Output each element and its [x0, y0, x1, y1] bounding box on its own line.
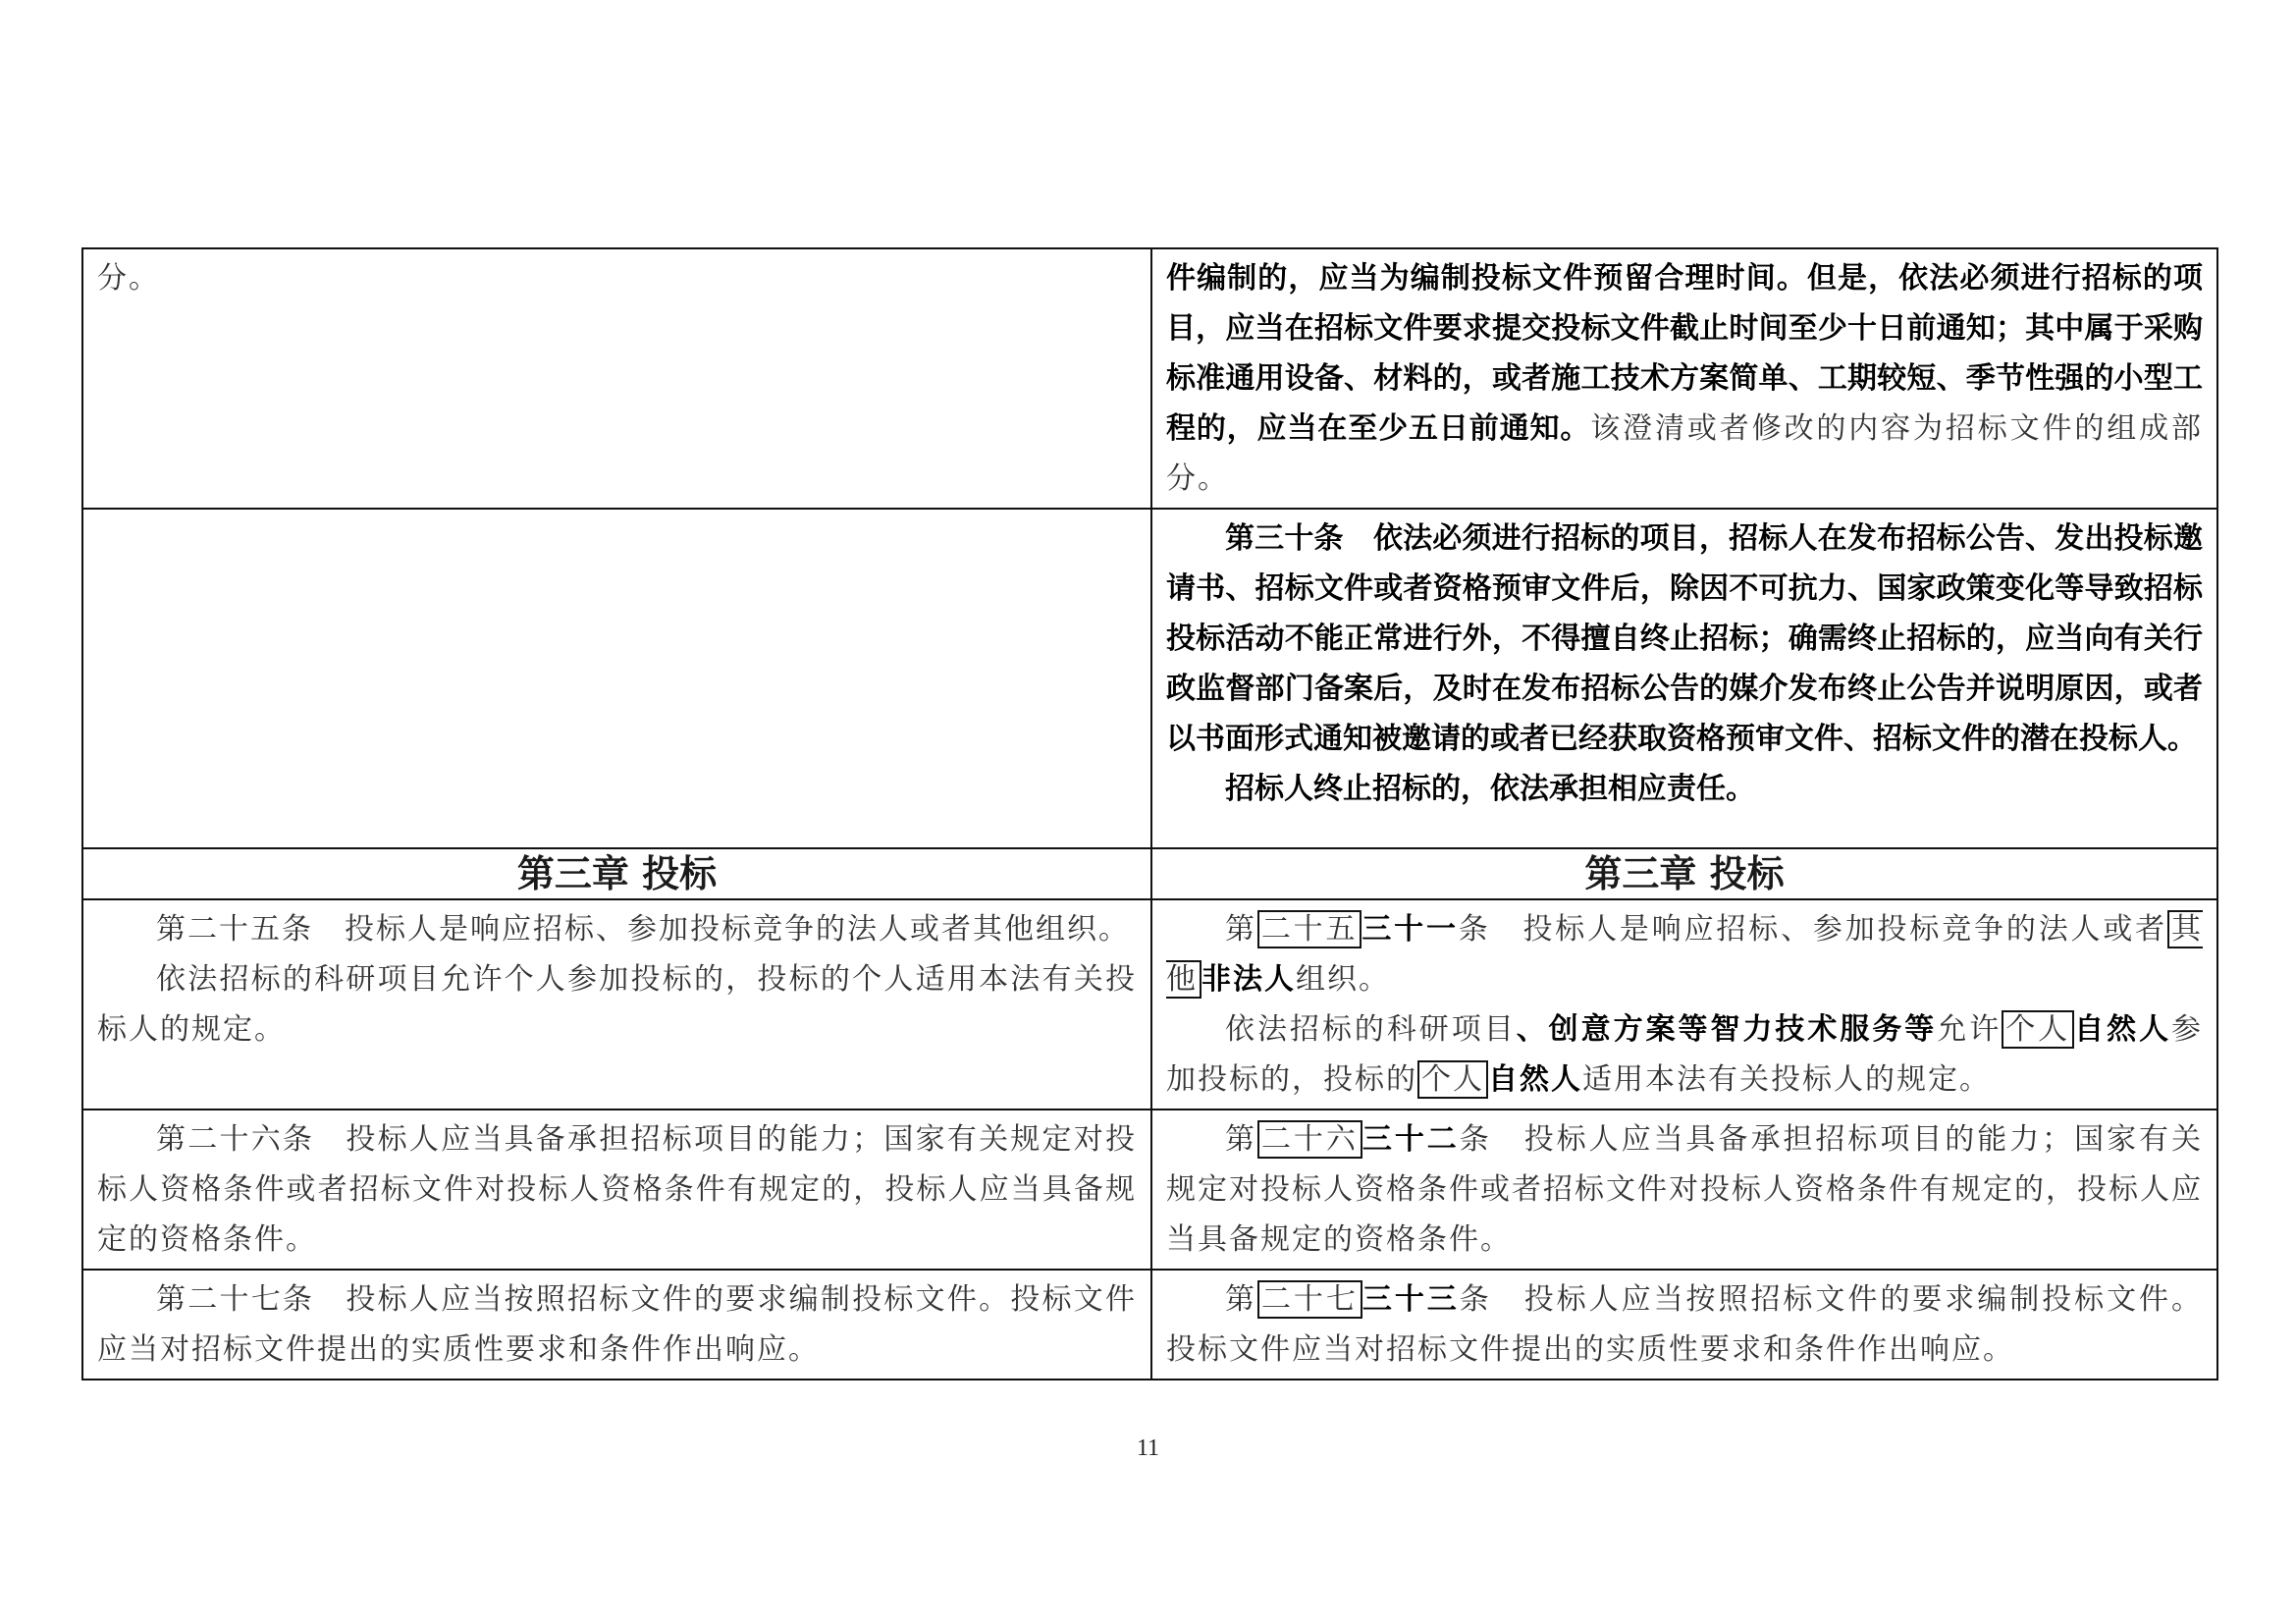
inserted-text: 三十二 — [1362, 1122, 1460, 1157]
old-text: 该澄清或者修改的内容为招标文件的组成部分。 — [1166, 411, 2203, 496]
deleted-text: 二十七 — [1257, 1280, 1362, 1319]
right-cell: 第 二十五 三十一条 投标人是响应招标、参加投标竞争的法人或者 其他 非法人组织。 依法招标的科研项目、创意方案等智力技术服务等允许 个人 自然人参加投标的，投标的 个人 自然人适用本法有关投标人的规定。 — [1151, 899, 2217, 1110]
article-text: 第二十五条 投标人是响应招标、参加投标竞争的法人或者其他组织。 — [156, 912, 1130, 947]
chapter-row — [82, 848, 2217, 899]
inserted-text: 三十一 — [1362, 912, 1459, 947]
chapter-title-left: 第三章 投标 — [82, 848, 1151, 899]
right-cell — [1151, 509, 2217, 848]
table-row — [82, 509, 2217, 848]
table-row — [82, 1270, 2217, 1380]
table-row — [82, 899, 2217, 1110]
article-number: 第三十条 — [1225, 521, 1344, 556]
chapter-title-right: 第三章 投标 — [1151, 848, 2217, 899]
comparison-table — [81, 247, 2218, 1380]
right-cell — [1151, 248, 2217, 509]
deleted-text: 个人 — [1417, 1060, 1488, 1099]
article-text: 依法必须进行招标的项目，招标人在发布招标公告、发出投标邀请书、招标文件或者资格预审文件后，除因不可抗力、国家政策变化等导致招标投标活动不能正常进行外，不得擅自终止招标；确需终止招标的，应当向有关行政监督部门备案后，及时在发布招标公告的媒介发布终止公告并说明原因，或者以书面形式通知被邀请的或者已经获取资格预审文件、招标文件的潜在投标人。 — [1166, 521, 2203, 756]
right-cell: 第 二十六 三十二条 投标人应当具备承担招标项目的能力；国家有关规定对投标人资格条件或者招标文件对投标人资格条件有规定的，投标人应当具备规定的资格条件。 — [1151, 1110, 2217, 1270]
deleted-text: 二十六 — [1257, 1120, 1362, 1159]
new-text: 件编制的，应当为编制投标文件预留合理时间。但是，依法必须进行招标的项目，应当在招标文件要求提交投标文件截止时间至少十日前通知；其中属于采购标准通用设备、材料的，或者施工技术方案简单、工期较短、季节性强的小型工程的，应当在至少五日前通知。 — [1166, 261, 2203, 446]
article-text: 第二十七条 投标人应当按照招标文件的要求编制投标文件。投标文件应当对招标文件提出的实质性要求和条件作出响应。 — [97, 1282, 1137, 1367]
left-cell — [82, 899, 1151, 1110]
deleted-text: 其他 — [1166, 912, 2204, 997]
left-cell — [82, 248, 1151, 509]
left-cell-empty — [82, 509, 1151, 848]
right-cell: 第 二十七 三十三条 投标人应当按照招标文件的要求编制投标文件。投标文件应当对招标文件提出的实质性要求和条件作出响应。 — [1151, 1270, 2217, 1380]
inserted-text: 三十三 — [1362, 1282, 1460, 1317]
left-cell — [82, 1110, 1151, 1270]
table-row — [82, 1110, 2217, 1270]
article-text: 第二十六条 投标人应当具备承担招标项目的能力；国家有关规定对投标人资格条件或者招标文件对投标人资格条件有规定的，投标人应当具备规定的资格条件。 — [97, 1122, 1137, 1257]
inserted-text: 自然人 — [2074, 1012, 2172, 1047]
old-text: 分。 — [97, 261, 160, 296]
inserted-text: 非法人 — [1201, 962, 1296, 997]
article-text: 依法招标的科研项目允许个人参加投标的，投标的个人适用本法有关投标人的规定。 — [97, 962, 1137, 1047]
inserted-text: 自然人 — [1488, 1062, 1582, 1097]
inserted-text: 、创意方案等智力技术服务等 — [1516, 1012, 1938, 1047]
left-cell — [82, 1270, 1151, 1380]
table-row — [82, 248, 2217, 509]
deleted-text: 个人 — [2002, 1010, 2074, 1049]
article-text: 招标人终止招标的，依法承担相应责任。 — [1225, 772, 1755, 806]
page-number: 11 — [1136, 1435, 1160, 1461]
deleted-text: 二十五 — [1257, 910, 1362, 948]
